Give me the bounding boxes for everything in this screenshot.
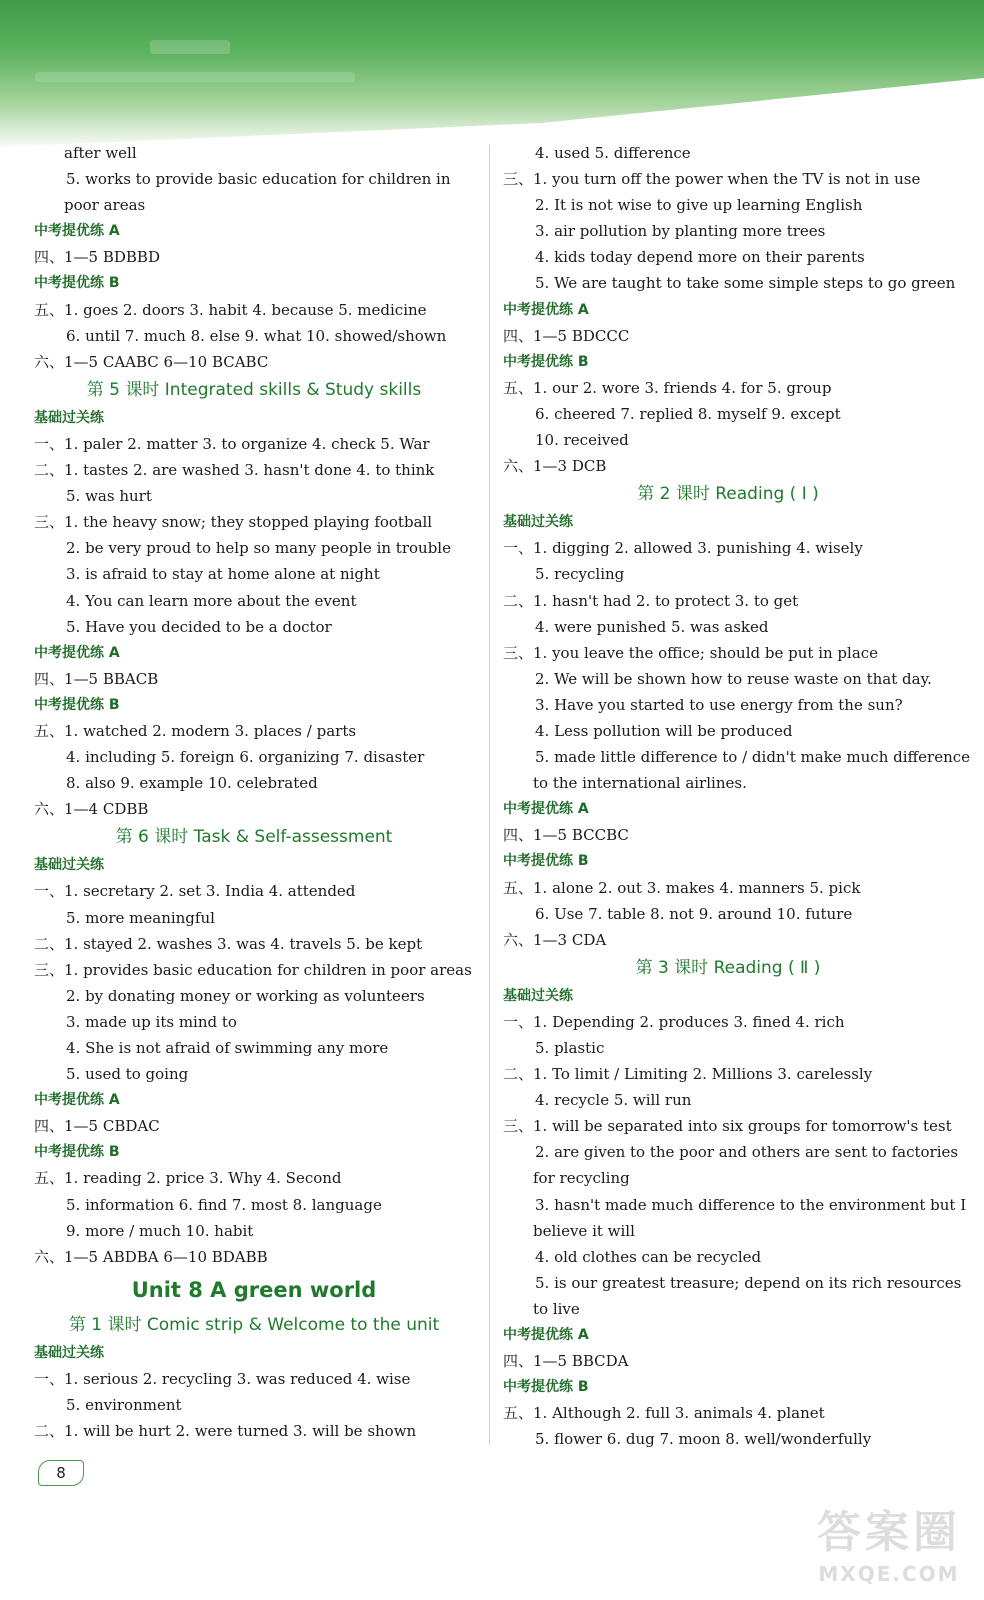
watermark-logo <box>804 1505 974 1590</box>
answer-line: 四、1—5 BDCCC <box>503 326 630 345</box>
answer-line: 二、1. stayed 2. washes 3. was 4. travels 5. be kept <box>34 934 423 953</box>
answer-line: 5. plastic <box>535 1039 605 1057</box>
answer-line: 五、1. reading 2. price 3. Why 4. Second <box>34 1169 342 1188</box>
section-label: 基础过关练 <box>503 987 573 1004</box>
answer-line: 四、1—5 CBDAC <box>34 1117 160 1136</box>
answer-line: 5. was hurt <box>66 487 152 506</box>
section-label: 中考提优练 A <box>34 644 120 661</box>
header-faint-subtext <box>35 72 355 82</box>
lesson-heading: 第 2 课时 Reading ( Ⅰ ) <box>637 484 819 505</box>
answer-line: 5. is our greatest treasure; depend on its rich resources <box>535 1273 962 1292</box>
section-label: 中考提优练 A <box>503 301 589 318</box>
answer-line: 2. are given to the poor and others are sent to factories <box>535 1143 959 1162</box>
answer-line: 3. air pollution by planting more trees <box>535 222 826 241</box>
answer-line: 三、1. the heavy snow; they stopped playing football <box>34 513 433 532</box>
answer-line: 4. used 5. difference <box>535 144 691 162</box>
answer-line: 四、1—5 BBACB <box>34 669 159 688</box>
answer-line: 5. environment <box>66 1396 182 1415</box>
answer-line: after well <box>64 144 137 162</box>
answer-line: 三、1. provides basic education for children in poor areas <box>34 960 472 979</box>
answer-line: 3. hasn't made much difference to the environment but I <box>535 1195 967 1214</box>
answer-line: 六、1—5 CAABC 6—10 BCABC <box>34 352 269 371</box>
answer-line: 4. including 5. foreign 6. organizing 7. disaster <box>66 748 425 767</box>
left-column <box>34 140 474 1444</box>
answer-line: 5. recycling <box>535 565 625 584</box>
answer-line: 四、1—5 BDBBD <box>34 248 160 267</box>
answer-line: 五、1. Although 2. full 3. animals 4. planet <box>503 1404 825 1423</box>
answer-line: 三、1. will be separated into six groups for tomorrow's test <box>503 1117 952 1136</box>
lesson-heading: 第 5 课时 Integrated skills & Study skills <box>86 379 422 400</box>
section-label: 基础过关练 <box>34 857 104 874</box>
answer-line: 8. also 9. example 10. celebrated <box>66 774 318 793</box>
section-label: 中考提优练 A <box>503 1327 589 1344</box>
answer-line: 5. flower 6. dug 7. moon 8. well/wonderfully <box>535 1430 872 1449</box>
answer-line: 三、1. you turn off the power when the TV is not in use <box>503 170 921 189</box>
answer-line: 一、1. paler 2. matter 3. to organize 4. check 5. War <box>34 434 430 453</box>
answer-line: 4. old clothes can be recycled <box>535 1247 762 1266</box>
answer-line: 六、1—4 CDBB <box>34 800 149 819</box>
right-column <box>503 140 971 1453</box>
section-label: 中考提优练 A <box>503 801 589 818</box>
answer-line: 5. We are taught to take some simple steps to go green <box>535 274 956 293</box>
answer-line: believe it will <box>533 1221 635 1240</box>
answer-line: 五、1. alone 2. out 3. makes 4. manners 5. pick <box>503 878 861 897</box>
section-label: 中考提优练 A <box>34 1092 120 1109</box>
lesson-heading: 第 3 课时 Reading ( Ⅱ ) <box>635 957 821 978</box>
watermark-top: 答案圈 <box>817 1507 961 1558</box>
answer-line: 4. were punished 5. was asked <box>535 617 769 636</box>
answer-line: 二、1. hasn't had 2. to protect 3. to get <box>503 591 799 610</box>
answer-line: 2. It is not wise to give up learning English <box>535 196 863 215</box>
answer-line: 二、1. To limit / Limiting 2. Millions 3. carelessly <box>503 1065 873 1084</box>
section-label: 基础过关练 <box>34 409 104 426</box>
section-label: 中考提优练 B <box>34 696 120 713</box>
answer-line: 10. received <box>535 431 629 450</box>
answer-line: 4. She is not afraid of swimming any more <box>66 1039 389 1057</box>
answer-line: 4. Less pollution will be produced <box>535 721 793 740</box>
answer-line: 六、1—5 ABDBA 6—10 BDABB <box>34 1247 268 1266</box>
answer-line: 一、1. Depending 2. produces 3. fined 4. rich <box>503 1012 845 1031</box>
header-banner <box>0 0 984 150</box>
lesson-heading: 第 6 课时 Task & Self-assessment <box>115 827 393 848</box>
answer-line: to the international airlines. <box>533 774 747 793</box>
section-label: 中考提优练 B <box>34 1144 120 1161</box>
answer-line: 4. recycle 5. will run <box>535 1091 692 1110</box>
answer-line: poor areas <box>64 196 146 215</box>
answer-line: 三、1. you leave the office; should be put in place <box>503 643 879 662</box>
answer-line: 6. cheered 7. replied 8. myself 9. except <box>535 404 841 423</box>
answer-line: 5. information 6. find 7. most 8. language <box>66 1195 382 1214</box>
answer-line: 5. made little difference to / didn't make much difference <box>535 748 971 767</box>
answer-line: 一、1. secretary 2. set 3. India 4. attended <box>34 882 356 901</box>
answer-line: 五、1. our 2. wore 3. friends 4. for 5. group <box>503 378 832 397</box>
answer-line: 二、1. tastes 2. are washed 3. hasn't done 4. to think <box>34 461 435 480</box>
answer-line: 四、1—5 BCCBC <box>503 826 629 845</box>
answer-line: 3. made up its mind to <box>66 1012 237 1031</box>
answer-line: 2. by donating money or working as volunteers <box>66 986 425 1005</box>
header-faint-text <box>150 40 230 54</box>
column-divider <box>489 145 490 1445</box>
answer-line: 6. Use 7. table 8. not 9. around 10. future <box>535 904 853 923</box>
section-label: 基础过关练 <box>503 514 573 531</box>
answer-line: 六、1—3 CDA <box>503 930 607 949</box>
section-label: 基础过关练 <box>34 1344 104 1361</box>
answer-line: 5. works to provide basic education for children in <box>66 170 451 189</box>
answer-line: 一、1. serious 2. recycling 3. was reduced 4. wise <box>34 1369 411 1388</box>
answer-line: 3. Have you started to use energy from the sun? <box>535 695 903 714</box>
answer-line: 5. Have you decided to be a doctor <box>66 617 332 636</box>
answer-line: 一、1. digging 2. allowed 3. punishing 4. wisely <box>503 539 863 558</box>
answer-line: 3. is afraid to stay at home alone at night <box>66 565 380 584</box>
answer-line: 5. more meaningful <box>66 908 215 927</box>
watermark-bottom: MXQE.COM <box>818 1562 960 1586</box>
answer-line: 2. We will be shown how to reuse waste on that day. <box>535 669 932 688</box>
lesson-heading: 第 1 课时 Comic strip & Welcome to the unit <box>68 1314 440 1335</box>
answer-line: 4. kids today depend more on their parents <box>535 248 865 267</box>
answer-line: 6. until 7. much 8. else 9. what 10. showed/shown <box>66 326 447 345</box>
section-label: 中考提优练 B <box>503 353 589 370</box>
answer-line: 9. more / much 10. habit <box>66 1221 254 1240</box>
section-label: 中考提优练 B <box>503 853 589 870</box>
section-label: 中考提优练 A <box>34 223 120 240</box>
answer-line: 五、1. goes 2. doors 3. habit 4. because 5. medicine <box>34 300 427 319</box>
answer-line: 5. used to going <box>66 1065 189 1084</box>
section-label: 中考提优练 B <box>503 1379 589 1396</box>
answer-line: 2. be very proud to help so many people in trouble <box>66 539 451 558</box>
page-number: 8 <box>38 1460 84 1486</box>
section-label: 中考提优练 B <box>34 275 120 292</box>
answer-line: 五、1. watched 2. modern 3. places / parts <box>34 721 357 740</box>
answer-line: to live <box>533 1299 580 1318</box>
answer-line: for recycling <box>533 1169 630 1188</box>
answer-line: 4. You can learn more about the event <box>66 591 357 610</box>
answer-line: 四、1—5 BBCDA <box>503 1352 629 1371</box>
answer-line: 二、1. will be hurt 2. were turned 3. will be shown <box>34 1422 417 1441</box>
answer-line: 六、1—3 DCB <box>503 457 607 476</box>
unit-heading: Unit 8 A green world <box>131 1277 377 1302</box>
